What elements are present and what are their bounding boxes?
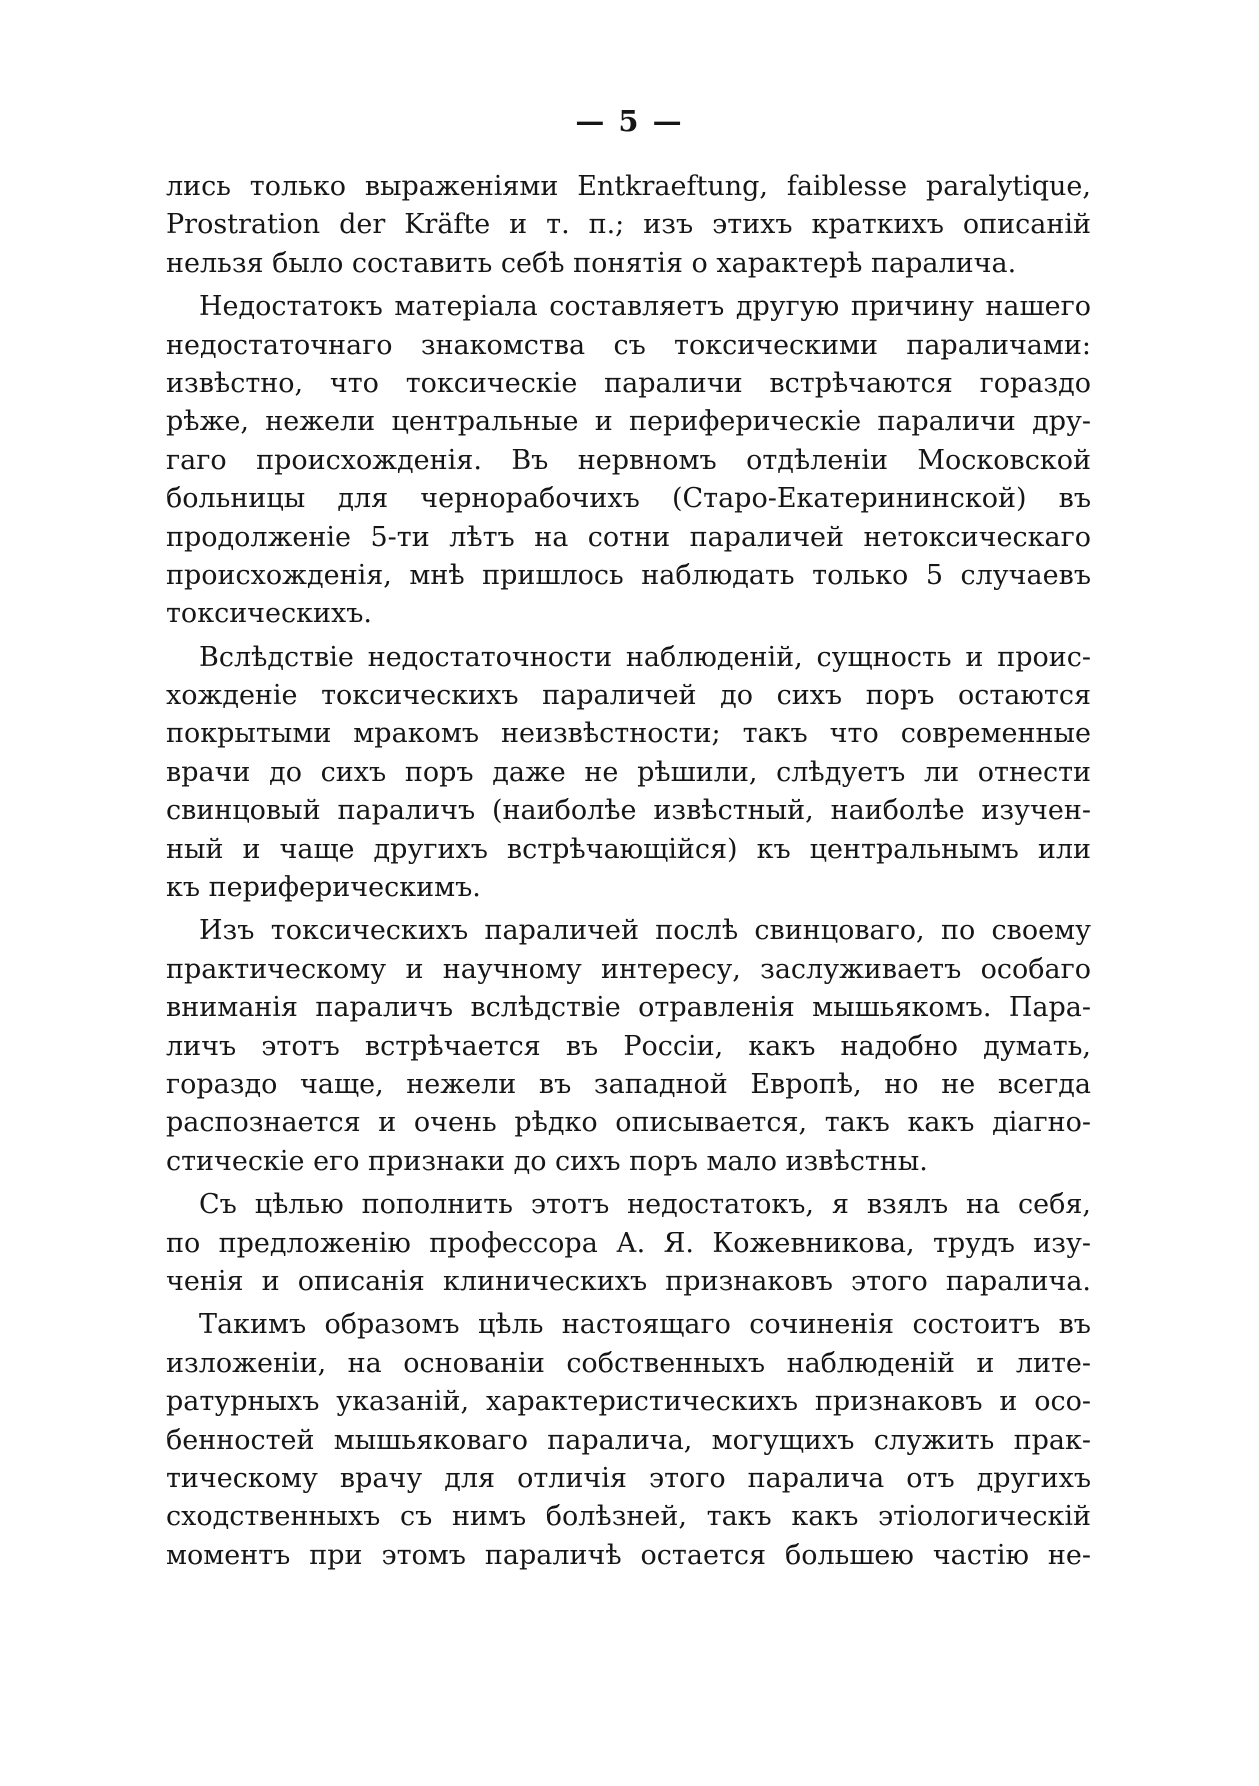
body-text <box>166 168 1091 1575</box>
text-line: моментъ при этомъ параличѣ остается большею частію не- <box>166 1539 1091 1571</box>
text-line: ченія и описанія клиническихъ признаковъ этого паралича. <box>166 1265 1091 1297</box>
text-line: личъ этотъ встрѣчается въ Россіи, какъ надобно думать, <box>166 1030 1091 1062</box>
text-line: къ периферическимъ. <box>166 872 481 904</box>
page-number: — 5 — <box>575 104 684 138</box>
text-line: свинцовый параличъ (наиболѣе извѣстный, наиболѣе изучен- <box>166 795 1091 827</box>
text-line: тическому врачу для отличія этого паралича отъ другихъ <box>166 1462 1091 1494</box>
text-line: врачи до сихъ поръ даже не рѣшили, слѣдуетъ ли отнести <box>166 756 1091 788</box>
text-line: рѣже, нежели центральные и периферическіе параличи дру- <box>166 406 1091 438</box>
text-line: гаго происхожденія. Въ нервномъ отдѣленіи Московской <box>166 444 1091 476</box>
text-line: ный и чаще другихъ встрѣчающійся) къ центральнымъ или <box>166 833 1091 865</box>
text-line: изложеніи, на основаніи собственныхъ наблюденій и лите- <box>166 1347 1091 1379</box>
text-line: практическому и научному интересу, заслуживаетъ особаго <box>166 953 1091 985</box>
text-line: гораздо чаще, нежели въ западной Европѣ, но не всегда <box>166 1068 1091 1100</box>
text-line: ратурныхъ указаній, характеристическихъ признаковъ и осо- <box>166 1386 1091 1418</box>
text-line: Вслѣдствіе недостаточности наблюденій, сущность и проис- <box>199 641 1091 673</box>
text-line: стическіе его признаки до сихъ поръ мало извѣстны. <box>166 1145 928 1177</box>
text-line: сходственныхъ съ нимъ болѣзней, такъ какъ этіологическій <box>166 1501 1091 1533</box>
text-line: Съ цѣлью пополнить этотъ недостатокъ, я взялъ на себя, <box>199 1189 1091 1221</box>
text-line: бенностей мышьяковаго паралича, могущихъ служить прак- <box>166 1424 1091 1456</box>
text-line: Prostration der Kräfte и т. п.; изъ этихъ краткихъ описаній <box>166 209 1091 241</box>
text-line: токсическихъ. <box>166 598 372 630</box>
text-line: Такимъ образомъ цѣль настоящаго сочиненія состоитъ въ <box>199 1309 1091 1341</box>
text-line: покрытыми мракомъ неизвѣстности; такъ что современные <box>166 718 1091 750</box>
text-line: по предложенію профессора А. Я. Кожевникова, трудъ изу- <box>166 1227 1091 1259</box>
text-line: Изъ токсическихъ параличей послѣ свинцоваго, по своему <box>199 915 1091 947</box>
text-line: недостаточнаго знакомства съ токсическими параличами: <box>166 329 1091 361</box>
text-line: вниманія параличъ вслѣдствіе отравленія мышьякомъ. Пара- <box>166 992 1091 1024</box>
text-line: больницы для чернорабочихъ (Старо-Екатерининской) въ <box>166 483 1091 515</box>
text-line: извѣстно, что токсическіе параличи встрѣчаются гораздо <box>166 367 1091 399</box>
text-line: распознается и очень рѣдко описывается, такъ какъ діагно- <box>166 1107 1091 1139</box>
text-line: лись только выраженіями Entkraeftung, faiblesse paralytique, <box>166 171 1091 202</box>
text-line: нельзя было составить себѣ понятія о характерѣ паралича. <box>166 247 1017 279</box>
text-line: происхожденія, мнѣ пришлось наблюдать только 5 случаевъ <box>166 559 1091 591</box>
text-line: Недостатокъ матеріала составляетъ другую причину нашего <box>199 291 1091 323</box>
text-line: продолженіе 5-ти лѣтъ на сотни параличей нетоксическаго <box>166 521 1091 553</box>
text-line: хожденіе токсическихъ параличей до сихъ поръ остаются <box>166 680 1091 712</box>
